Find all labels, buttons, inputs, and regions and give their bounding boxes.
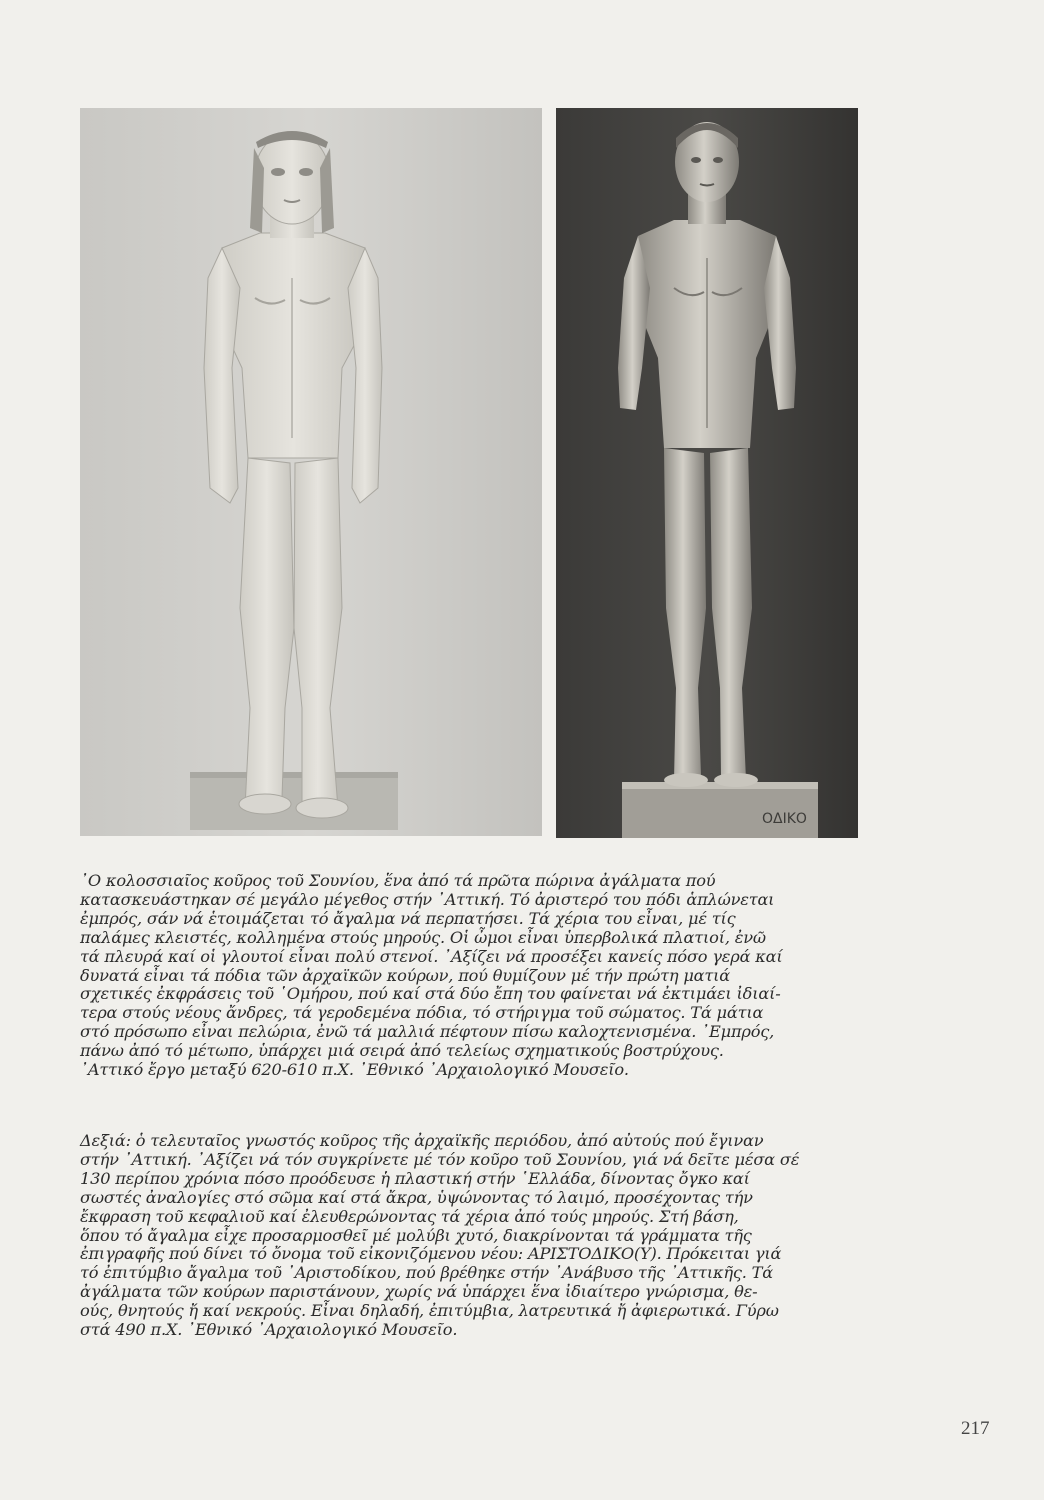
kouros-aristodikos-photo — [556, 108, 858, 838]
caption-line: ᾿Αττικό ἔργο μεταξύ 620-610 π.Χ. ᾿Εθνικό ᾿Αρχαιολογικό Μουσεῖο. — [80, 1060, 629, 1080]
caption-line: ἔκφραση τοῦ κεφαλιοῦ καί ἐλευθερώνοντας τά χέρια ἀπό τούς μηρούς. Στή βάση, — [80, 1206, 739, 1226]
caption-line: τά πλευρά καί οἱ γλουτοί εἶναι πολύ στενοί. ᾿Αξίζει νά προσέξει κανείς πόσο γερά καί — [80, 946, 783, 966]
caption-line: παλάμες κλειστές, κολλημένα στούς μηρούς. Οἱ ὦμοι εἶναι ὑπερβολικά πλατιοί, ἐνῶ — [80, 927, 766, 947]
caption-line: 130 περίπου χρόνια πόσο προόδευσε ἡ πλαστική στήν ῾Ελλάδα, δίνοντας ὄγκο καί — [80, 1168, 750, 1188]
caption-kouros-sounion — [80, 872, 850, 1080]
caption-line: ᾿Ο κολοσσιαῖος κοῦρος τοῦ Σουνίου, ἕνα ἀπό τά πρῶτα πώρινα ἀγάλματα πού — [80, 871, 716, 890]
caption-line: στά 490 π.Χ. ᾿Εθνικό ᾿Αρχαιολογικό Μουσεῖο. — [80, 1320, 458, 1340]
kouros-aristodikos-figure — [556, 108, 858, 838]
caption-line: σχετικές ἐκφράσεις τοῦ ῾Ομήρου, πού καί στά δύο ἔπη του φαίνεται νά ἐκτιμάει ἰδιαί- — [80, 984, 781, 1004]
kouros-sounion-figure — [80, 108, 542, 836]
caption-line: ὅπου τό ἄγαλμα εἶχε προσαρμοσθεῖ μέ μολύβι χυτό, διακρίνονται τά γράμματα τῆς — [80, 1225, 752, 1245]
kouros-sounion-photo — [80, 108, 542, 836]
caption-line: Δεξιά: ὁ τελευταῖος γνωστός κοῦρος τῆς ἀρχαϊκῆς περιόδου, ἀπό αὐτούς πού ἔγιναν — [80, 1131, 764, 1150]
caption-line: στήν ᾿Αττική. ᾿Αξίζει νά τόν συγκρίνετε μέ τόν κοῦρο τοῦ Σουνίου, γιά νά δεῖτε μέσα σέ — [80, 1149, 800, 1169]
plinth-inscription: ΟΔΙΚΟ — [762, 811, 807, 827]
caption-line: σωστές ἀναλογίες στό σῶμα καί στά ἄκρα, ὑψώνοντας τό λαιμό, προσέχοντας τήν — [80, 1187, 753, 1207]
caption-line: κατασκευάστηκαν σέ μεγάλο μέγεθος στήν ᾿Αττική. Τό ἀριστερό του πόδι ἁπλώνεται — [80, 889, 775, 909]
caption-line: ἐπιγραφῆς πού δίνει τό ὄνομα τοῦ εἰκονιζόμενου νέου: ΑΡΙΣΤΟΔΙΚΟ(Υ). Πρόκειται γιά — [80, 1244, 782, 1264]
caption-line: στό πρόσωπο εἶναι πελώρια, ἐνῶ τά μαλλιά πέφτουν πίσω καλοχτενισμένα. ᾿Εμπρός, — [80, 1022, 775, 1042]
page-number: 217 — [961, 1418, 990, 1439]
caption-line: ἐμπρός, σάν νά ἑτοιμάζεται τό ἄγαλμα νά περπατήσει. Τά χέρια του εἶναι, μέ τίς — [80, 908, 736, 928]
caption-line: τερα στούς νέους ἄνδρες, τά γεροδεμένα πόδια, τό στήριγμα τοῦ σώματος. Τά μάτια — [80, 1003, 764, 1023]
caption-line: πάνω ἀπό τό μέτωπο, ὑπάρχει μιά σειρά ἀπό τελείως σχηματικούς βοστρύχους. — [80, 1041, 724, 1061]
caption-line: ἀγάλματα τῶν κούρων παριστάνουν, χωρίς νά ὑπάρχει ἕνα ἰδιαίτερο γνώρισμα, θε- — [80, 1282, 758, 1302]
caption-line: δυνατά εἶναι τά πόδια τῶν ἀρχαϊκῶν κούρων, πού θυμίζουν μέ τήν πρώτη ματιά — [80, 965, 731, 985]
caption-line: τό ἐπιτύμβιο ἄγαλμα τοῦ ᾿Αριστοδίκου, πού βρέθηκε στήν ᾿Ανάβυσο τῆς ᾿Αττικῆς. Τά — [80, 1263, 774, 1283]
caption-line: ούς, θνητούς ἤ καί νεκρούς. Εἶναι δηλαδή, ἐπιτύμβια, λατρευτικά ἤ ἀφιερωτικά. Γύρω — [80, 1301, 779, 1321]
caption-kouros-aristodikos — [80, 1132, 850, 1340]
